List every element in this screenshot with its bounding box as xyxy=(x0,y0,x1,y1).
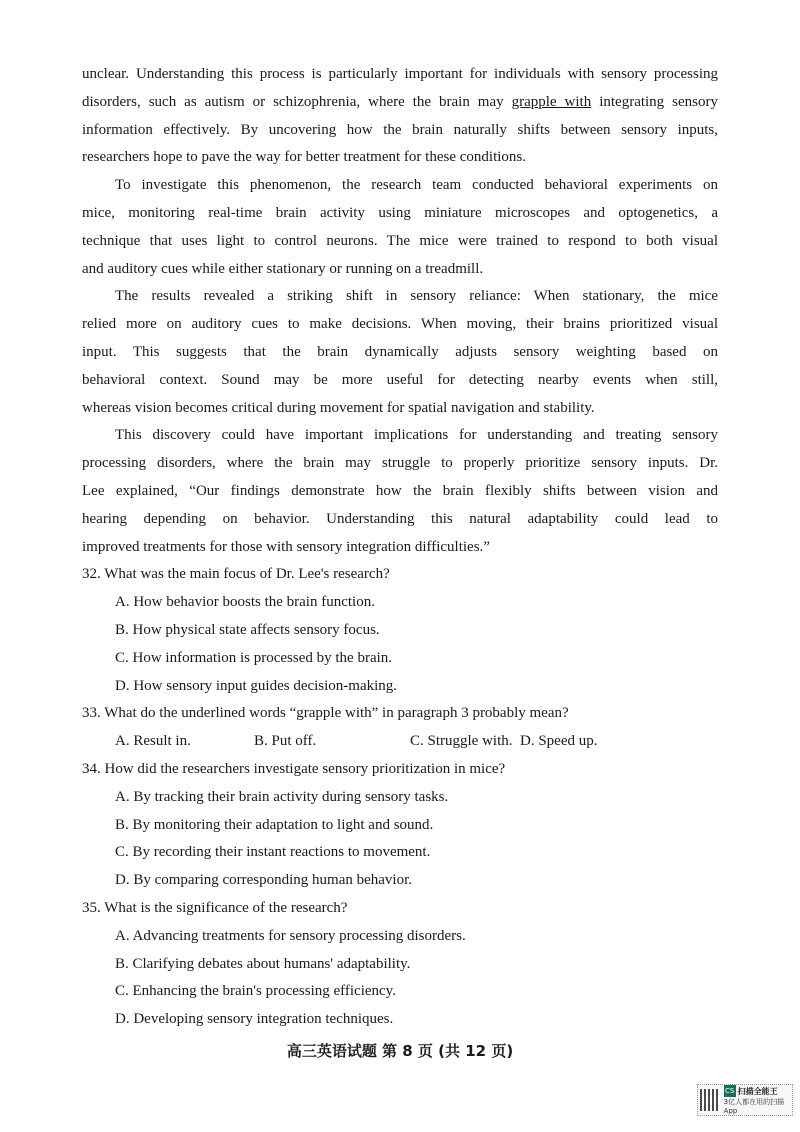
passage-line: input. This suggests that the brain dynamically adjusts sensory weighting based on xyxy=(82,343,718,360)
passage-line: researchers hope to pave the way for better treatment for these conditions. xyxy=(82,149,526,166)
passage-line: hearing depending on behavior. Understanding this natural adaptability could lead to xyxy=(82,510,718,527)
answer-option: D. By comparing corresponding human behavior. xyxy=(115,872,413,889)
scanner-watermark xyxy=(697,1084,793,1116)
qr-code-icon xyxy=(700,1089,720,1111)
answer-option: A. How behavior boosts the brain function. xyxy=(115,594,375,611)
passage-line: improved treatments for those with sensory integration difficulties.” xyxy=(82,538,490,555)
answer-option: D. How sensory input guides decision-making. xyxy=(115,677,398,694)
answer-options-row xyxy=(82,728,718,756)
passage-line: This discovery could have important implications for understanding and treating sensory xyxy=(115,427,718,444)
passage-text: disorders, such as autism or schizophrenia, where the brain may xyxy=(82,93,512,110)
passage-line: whereas vision becomes critical during movement for spatial navigation and stability. xyxy=(82,399,595,416)
answer-option: C. Enhancing the brain's processing efficiency. xyxy=(115,983,396,1000)
document-body xyxy=(82,61,718,1034)
answer-option: C. By recording their instant reactions to movement. xyxy=(115,844,431,861)
question-stem: 34. How did the researchers investigate sensory prioritization in mice? xyxy=(82,760,506,777)
underlined-phrase: grapple with xyxy=(511,93,592,110)
scanner-tagline: 3亿人都在用的扫描App xyxy=(723,1098,785,1115)
passage-line xyxy=(82,89,718,117)
passage-line: behavioral context. Sound may be more useful for detecting nearby events when still, xyxy=(82,371,718,388)
page-footer: 高三英语试题 第 8 页 (共 12 页) xyxy=(286,1042,514,1060)
passage-line: unclear. Understanding this process is particularly important for individuals with sensory processing xyxy=(82,66,718,82)
passage-line: technique that uses light to control neurons. The mice were trained to respond to both visual xyxy=(82,232,718,249)
question-stem: 33. What do the underlined words “grapple with” in paragraph 3 probably mean? xyxy=(82,705,569,722)
answer-option: B. By monitoring their adaptation to light and sound. xyxy=(115,816,434,833)
answer-option: B. Clarifying debates about humans' adaptability. xyxy=(115,955,411,972)
question-stem: 32. What was the main focus of Dr. Lee's research? xyxy=(82,566,390,583)
passage-line: and auditory cues while either stationary or running on a treadmill. xyxy=(82,260,484,277)
answer-option: D. Speed up. xyxy=(520,733,598,750)
answer-option: B. How physical state affects sensory focus. xyxy=(115,621,380,638)
answer-option: D. Developing sensory integration techniques. xyxy=(115,1011,394,1028)
answer-option: C. Struggle with. xyxy=(410,733,513,750)
answer-option: B. Put off. xyxy=(254,733,317,750)
passage-line: relied more on auditory cues to make decisions. When moving, their brains prioritized visual xyxy=(82,316,718,333)
passage-line: information effectively. By uncovering how the brain naturally shifts between sensory inputs, xyxy=(82,121,718,138)
passage-line: mice, monitoring real-time brain activity using miniature microscopes and optogenetics, a xyxy=(82,204,718,221)
passage-line: The results revealed a striking shift in sensory reliance: When stationary, the mice xyxy=(115,288,718,305)
answer-option: A. Advancing treatments for sensory processing disorders. xyxy=(115,927,466,944)
answer-option: A. By tracking their brain activity during sensory tasks. xyxy=(115,788,449,805)
passage-line: Lee explained, “Our findings demonstrate how the brain flexibly shifts between vision and xyxy=(82,482,718,499)
scanner-brand: 扫描全能王 xyxy=(737,1086,778,1096)
cs-logo-icon: CS xyxy=(725,1087,735,1095)
answer-option: C. How information is processed by the brain. xyxy=(115,649,393,666)
passage-text: integrating sensory xyxy=(591,93,718,110)
question-stem: 35. What is the significance of the research? xyxy=(82,899,348,916)
answer-option: A. Result in. xyxy=(115,733,191,750)
passage-line: To investigate this phenomenon, the research team conducted behavioral experiments on xyxy=(115,177,718,194)
passage-line: processing disorders, where the brain may struggle to properly prioritize sensory inputs. Dr. xyxy=(82,455,718,472)
